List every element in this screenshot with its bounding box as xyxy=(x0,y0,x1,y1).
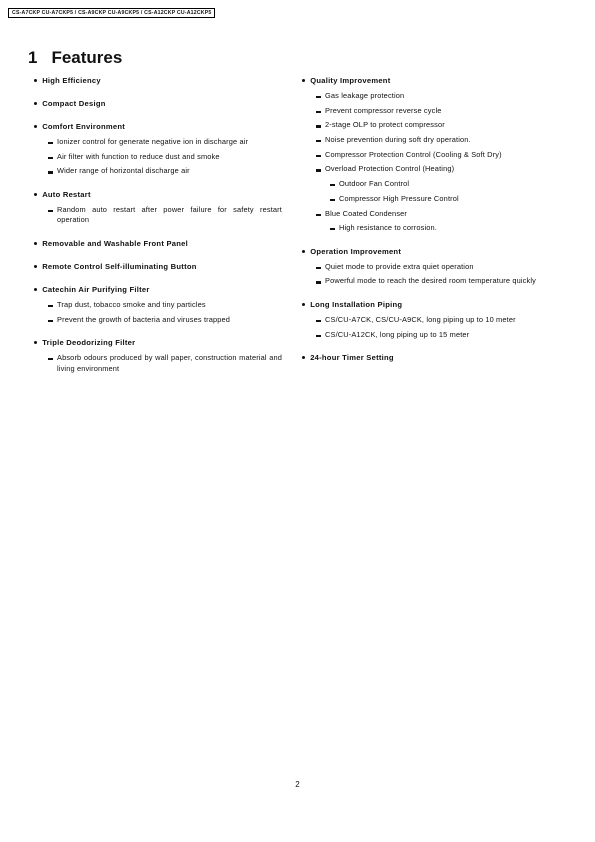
feature-heading-text: Remote Control Self-illuminating Button xyxy=(42,261,197,271)
feature-item xyxy=(48,205,282,226)
feature-item xyxy=(330,179,552,190)
section-title-text: Features xyxy=(51,48,123,67)
feature-item xyxy=(48,152,282,163)
feature-heading xyxy=(34,285,282,295)
feature-heading-text: High Efficiency xyxy=(42,76,101,85)
feature-heading xyxy=(34,338,282,348)
feature-heading-text: Catechin Air Purifying Filter xyxy=(42,284,150,294)
bullet-dot-icon xyxy=(302,250,305,253)
bullet-dot-icon xyxy=(34,242,37,245)
feature-heading-text: Comfort Environment xyxy=(42,122,125,131)
feature-item-text: Noise prevention during soft dry operation. xyxy=(325,135,471,145)
feature-group xyxy=(302,353,552,363)
feature-heading-text: Long Installation Piping xyxy=(310,299,403,309)
feature-heading xyxy=(302,353,552,363)
feature-heading-text: Quality Improvement xyxy=(310,76,391,85)
feature-item-text: Trap dust, tobacco smoke and tiny particles xyxy=(57,299,206,309)
page-number: 2 xyxy=(295,780,300,789)
feature-item xyxy=(316,150,552,161)
feature-heading xyxy=(34,239,282,249)
dash-bullet-icon xyxy=(330,184,335,186)
feature-heading-text: Removable and Washable Front Panel xyxy=(42,238,188,248)
feature-item-text: Random auto restart after power failure for safety restart operation xyxy=(57,204,282,225)
feature-item-text: Compressor High Pressure Control xyxy=(339,193,459,203)
feature-item xyxy=(316,315,552,326)
dash-bullet-icon xyxy=(316,125,321,127)
bullet-dot-icon xyxy=(34,288,37,291)
feature-group xyxy=(34,76,282,86)
feature-item-text: Powerful mode to reach the desired room temperature quickly xyxy=(325,276,536,286)
left-feature-column xyxy=(34,76,282,387)
dash-bullet-icon xyxy=(48,305,53,307)
feature-item-text: Air filter with function to reduce dust and smoke xyxy=(57,151,220,161)
feature-group xyxy=(34,239,282,249)
dash-bullet-icon xyxy=(316,267,321,269)
feature-item xyxy=(316,91,552,102)
dash-bullet-icon xyxy=(316,155,321,157)
feature-heading-text: 24-hour Timer Setting xyxy=(310,353,394,363)
feature-item xyxy=(316,330,552,341)
dash-bullet-icon xyxy=(316,96,321,98)
feature-item-text: Wider range of horizontal discharge air xyxy=(57,166,190,176)
feature-item xyxy=(316,106,552,117)
bullet-dot-icon xyxy=(302,303,305,306)
feature-item-text: Prevent the growth of bacteria and viruses trapped xyxy=(57,314,231,324)
dash-bullet-icon xyxy=(316,335,321,337)
feature-item-text: Outdoor Fan Control xyxy=(339,179,410,189)
feature-heading xyxy=(34,76,282,86)
feature-item xyxy=(316,262,552,273)
feature-group xyxy=(302,247,552,287)
feature-group xyxy=(34,262,282,272)
feature-item-text: Compressor Protection Control (Cooling & Soft Dry) xyxy=(325,149,502,159)
feature-group xyxy=(302,300,552,340)
feature-item-text: 2-stage OLP to protect compressor xyxy=(325,120,445,130)
feature-item xyxy=(316,120,552,131)
dash-bullet-icon xyxy=(316,281,321,283)
feature-item xyxy=(330,194,552,205)
section-number: 1 xyxy=(28,48,38,67)
bullet-dot-icon xyxy=(34,79,37,82)
feature-item xyxy=(48,315,282,326)
feature-item xyxy=(316,209,552,220)
feature-item-text: CS/CU-A7CK, CS/CU-A9CK, long piping up to 10 meter xyxy=(325,314,516,324)
bullet-dot-icon xyxy=(302,79,305,82)
feature-heading-text: Operation Improvement xyxy=(310,246,402,256)
dash-bullet-icon xyxy=(48,320,53,322)
feature-item xyxy=(316,135,552,146)
dash-bullet-icon xyxy=(316,111,321,113)
dash-bullet-icon xyxy=(48,171,53,173)
dash-bullet-icon xyxy=(330,199,335,201)
dash-bullet-icon xyxy=(48,358,53,360)
feature-heading-text: Auto Restart xyxy=(42,189,91,199)
right-feature-column xyxy=(302,76,552,376)
feature-item-text: Prevent compressor reverse cycle xyxy=(325,105,442,115)
dash-bullet-icon xyxy=(48,210,53,212)
feature-group xyxy=(302,76,552,234)
feature-heading xyxy=(34,190,282,200)
feature-heading-text: Compact Design xyxy=(42,99,106,108)
feature-item-text: Overload Protection Control (Heating) xyxy=(325,164,455,174)
feature-item xyxy=(48,353,282,374)
feature-item xyxy=(316,164,552,175)
bullet-dot-icon xyxy=(34,265,37,268)
dash-bullet-icon xyxy=(316,214,321,216)
feature-heading xyxy=(34,122,282,132)
feature-group xyxy=(34,190,282,226)
bullet-dot-icon xyxy=(34,193,37,196)
feature-heading xyxy=(34,99,282,109)
bullet-dot-icon xyxy=(34,341,37,344)
feature-item xyxy=(330,223,552,234)
dash-bullet-icon xyxy=(48,157,53,159)
feature-group xyxy=(34,285,282,325)
dash-bullet-icon xyxy=(316,320,321,322)
feature-item xyxy=(48,300,282,311)
feature-group xyxy=(34,99,282,109)
dash-bullet-icon xyxy=(48,142,53,144)
model-header: CS-A7CKP CU-A7CKP5 / CS-A9CKP CU-A9CKP5 / CS-A12CKP CU-A12CKP5 xyxy=(8,8,215,18)
feature-heading xyxy=(302,247,552,257)
feature-item xyxy=(48,166,282,177)
feature-group xyxy=(34,122,282,177)
feature-item-text: Quiet mode to provide extra quiet operation xyxy=(325,261,474,271)
feature-item-text: Gas leakage protection xyxy=(325,91,405,100)
dash-bullet-icon xyxy=(316,169,321,171)
feature-heading-text: Triple Deodorizing Filter xyxy=(42,338,136,348)
feature-heading xyxy=(34,262,282,272)
bullet-dot-icon xyxy=(302,356,305,359)
feature-heading xyxy=(302,300,552,310)
feature-item-text: Absorb odours produced by wall paper, construction material and living environment xyxy=(57,353,282,373)
feature-heading xyxy=(302,76,552,86)
feature-item-text: Ionizer control for generate negative ion in discharge air xyxy=(57,137,249,146)
feature-item xyxy=(48,137,282,148)
bullet-dot-icon xyxy=(34,125,37,128)
feature-item xyxy=(316,276,552,287)
feature-item-text: CS/CU-A12CK, long piping up to 15 meter xyxy=(325,329,470,339)
dash-bullet-icon xyxy=(316,140,321,142)
section-title xyxy=(28,48,122,68)
bullet-dot-icon xyxy=(34,102,37,105)
feature-item-text: High resistance to corrosion. xyxy=(339,223,438,233)
dash-bullet-icon xyxy=(330,228,335,230)
feature-item-text: Blue Coated Condenser xyxy=(325,208,408,218)
feature-group xyxy=(34,338,282,374)
